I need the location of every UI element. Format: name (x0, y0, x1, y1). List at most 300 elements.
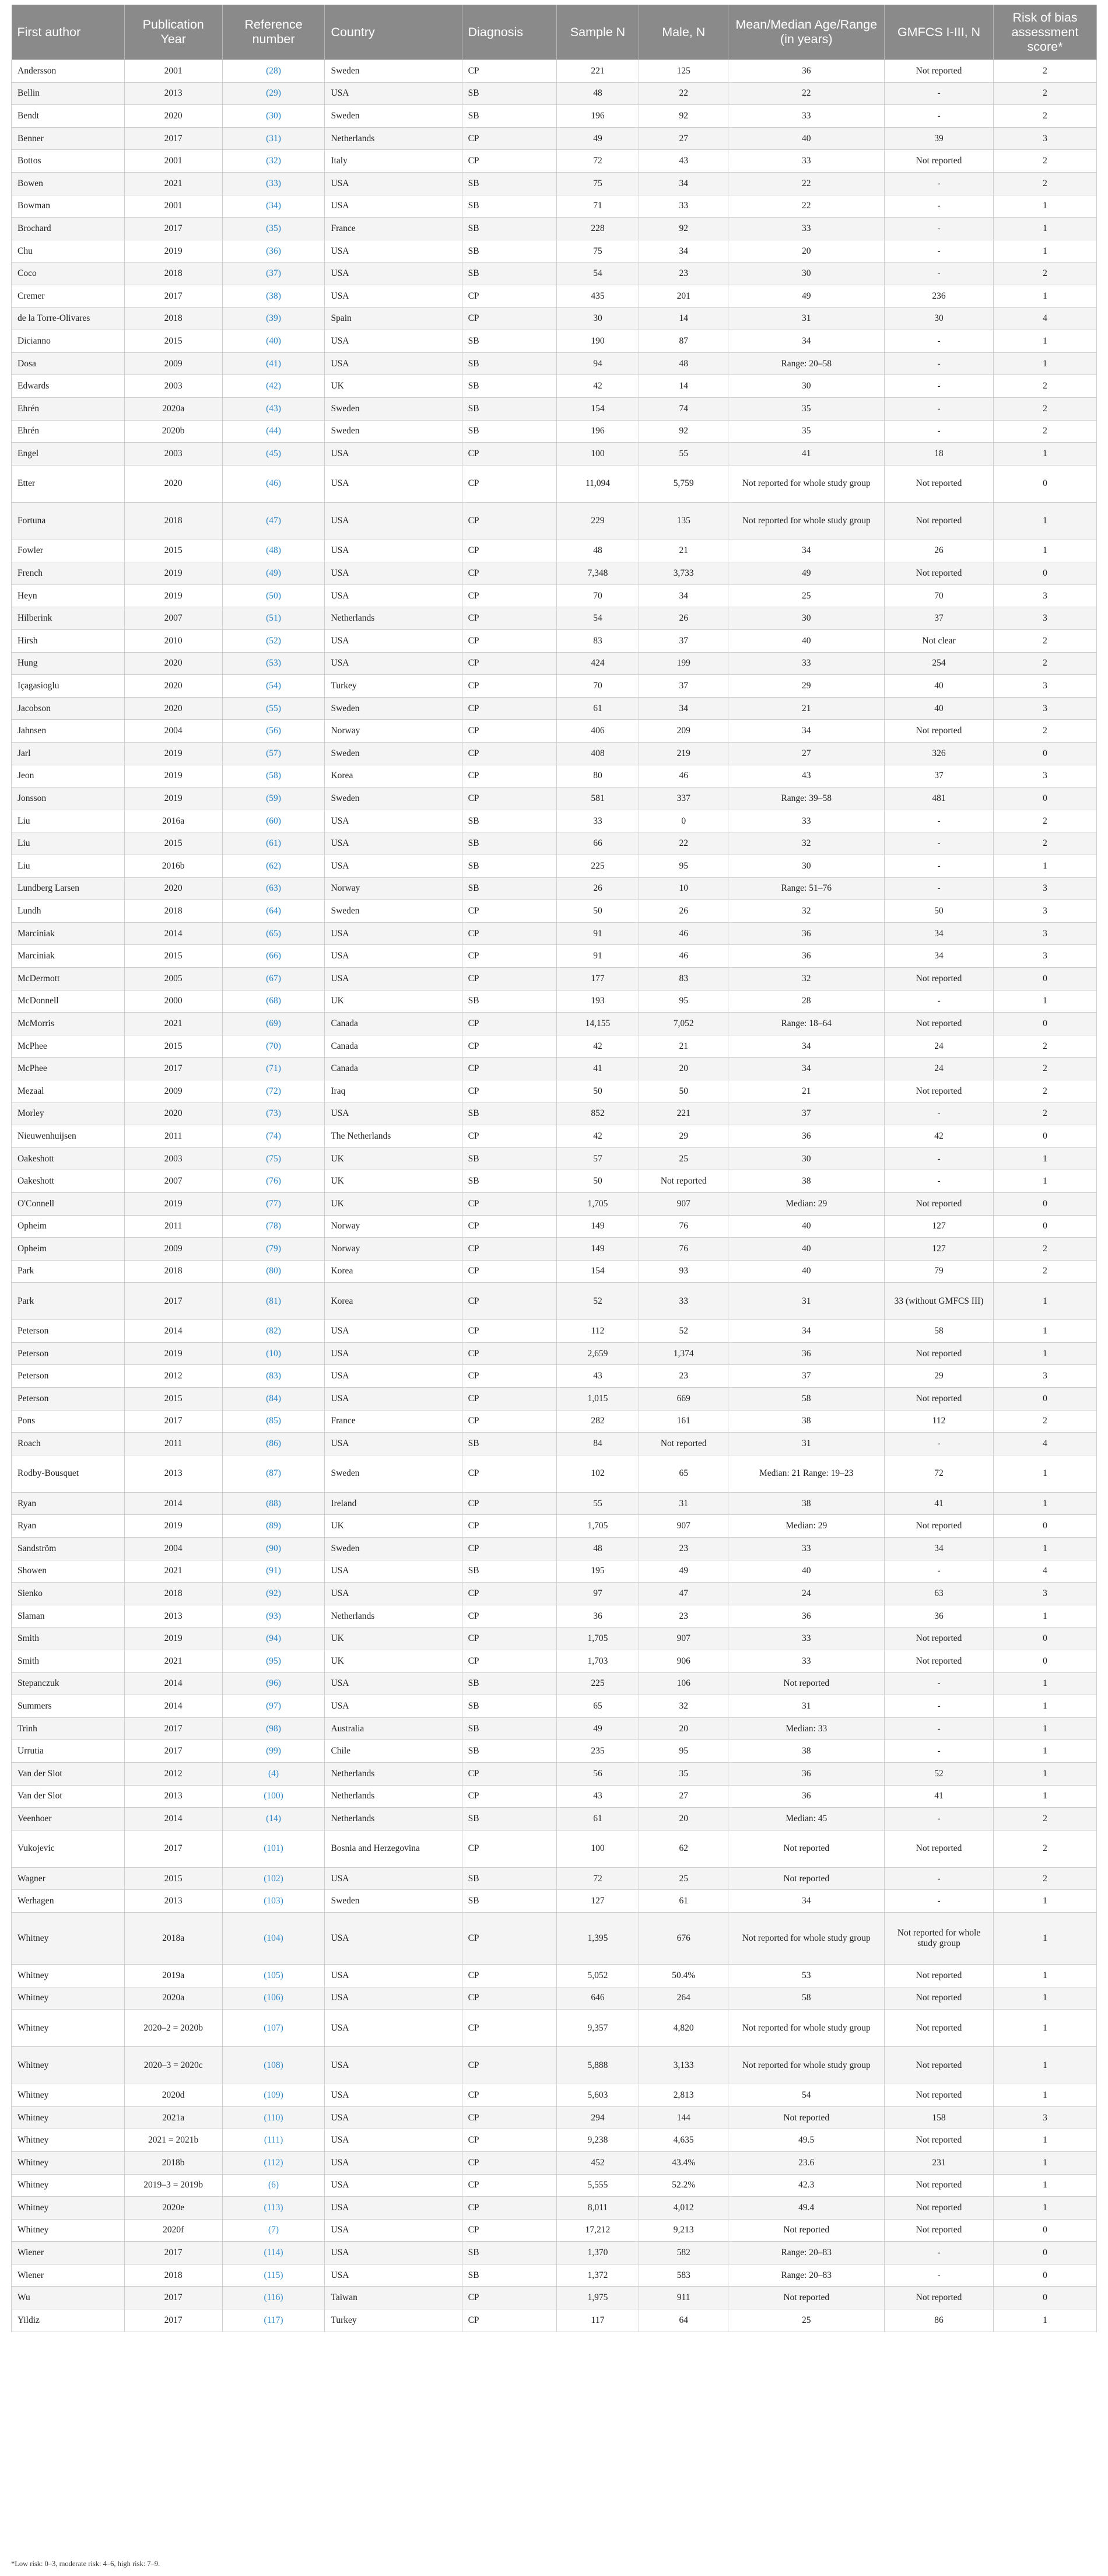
cell-country: Sweden (325, 60, 462, 83)
cell-publication-year: 2021 (124, 1560, 222, 1583)
cell-reference-number: (30) (222, 105, 325, 128)
cell-sample-n: 154 (556, 397, 639, 420)
cell-first-author: Whitney (12, 1987, 125, 2010)
cell-reference-number: (105) (222, 1964, 325, 1987)
cell-male-n: 46 (639, 945, 728, 968)
cell-country: USA (325, 1964, 462, 1987)
cell-gmfcs: Not reported (885, 562, 994, 585)
cell-diagnosis: CP (462, 1388, 556, 1410)
cell-country: USA (325, 945, 462, 968)
cell-risk-of-bias: 0 (994, 2287, 1097, 2309)
cell-age: Range: 20–83 (728, 2242, 885, 2264)
cell-reference-number: (4) (222, 1762, 325, 1785)
cell-publication-year: 2020 (124, 652, 222, 675)
cell-risk-of-bias: 2 (994, 397, 1097, 420)
cell-publication-year: 2018 (124, 2264, 222, 2287)
table-row (12, 172, 1097, 195)
cell-male-n: 95 (639, 855, 728, 878)
cell-risk-of-bias: 1 (994, 1987, 1097, 2010)
cell-risk-of-bias: 1 (994, 2047, 1097, 2084)
cell-publication-year: 2013 (124, 1785, 222, 1808)
cell-diagnosis: SB (462, 240, 556, 262)
cell-reference-number: (48) (222, 540, 325, 562)
cell-age: 37 (728, 1102, 885, 1125)
cell-first-author: Opheim (12, 1238, 125, 1261)
cell-male-n: 4,635 (639, 2129, 728, 2152)
cell-gmfcs: Not reported (885, 465, 994, 502)
cell-risk-of-bias: 1 (994, 1890, 1097, 1913)
cell-publication-year: 2020 (124, 105, 222, 128)
cell-gmfcs: 40 (885, 697, 994, 720)
header-country: Country (325, 5, 462, 60)
cell-diagnosis: CP (462, 743, 556, 765)
cell-male-n: 33 (639, 1283, 728, 1320)
cell-age: 33 (728, 652, 885, 675)
cell-country: Bosnia and Herzegovina (325, 1830, 462, 1867)
cell-country: USA (325, 630, 462, 653)
cell-sample-n: 646 (556, 1987, 639, 2010)
cell-diagnosis: CP (462, 2047, 556, 2084)
cell-country: Turkey (325, 2309, 462, 2332)
cell-sample-n: 9,357 (556, 2010, 639, 2047)
cell-risk-of-bias: 1 (994, 1762, 1097, 1785)
cell-country: Sweden (325, 900, 462, 923)
cell-first-author: Marciniak (12, 922, 125, 945)
cell-country: UK (325, 1650, 462, 1673)
cell-risk-of-bias: 1 (994, 1740, 1097, 1763)
cell-gmfcs: - (885, 1147, 994, 1170)
cell-diagnosis: SB (462, 1170, 556, 1193)
cell-first-author: Peterson (12, 1342, 125, 1365)
cell-country: USA (325, 2010, 462, 2047)
cell-gmfcs: 127 (885, 1215, 994, 1238)
cell-first-author: Rodby-Bousquet (12, 1455, 125, 1492)
cell-gmfcs: 24 (885, 1058, 994, 1080)
cell-risk-of-bias: 1 (994, 1170, 1097, 1193)
cell-reference-number: (82) (222, 1320, 325, 1343)
cell-publication-year: 2017 (124, 218, 222, 240)
cell-reference-number: (50) (222, 584, 325, 607)
cell-age: 31 (728, 1283, 885, 1320)
cell-first-author: de la Torre-Olivares (12, 307, 125, 330)
cell-country: UK (325, 1147, 462, 1170)
table-row (12, 1125, 1097, 1148)
cell-gmfcs: 41 (885, 1492, 994, 1515)
cell-country: USA (325, 330, 462, 353)
cell-male-n: 61 (639, 1890, 728, 1913)
cell-gmfcs: 236 (885, 285, 994, 307)
cell-reference-number: (83) (222, 1365, 325, 1388)
table-row (12, 1035, 1097, 1058)
cell-risk-of-bias: 3 (994, 1365, 1097, 1388)
cell-diagnosis: CP (462, 1650, 556, 1673)
table-row (12, 218, 1097, 240)
table-row (12, 1560, 1097, 1583)
cell-risk-of-bias: 1 (994, 2174, 1097, 2197)
cell-male-n: 83 (639, 967, 728, 990)
cell-diagnosis: SB (462, 1672, 556, 1695)
header-reference-number: Reference number (222, 5, 325, 60)
cell-risk-of-bias: 3 (994, 922, 1097, 945)
cell-gmfcs: - (885, 1740, 994, 1763)
cell-risk-of-bias: 1 (994, 990, 1097, 1013)
cell-risk-of-bias: 0 (994, 1515, 1097, 1538)
cell-diagnosis: CP (462, 2106, 556, 2129)
cell-age: Not reported for whole study group (728, 2010, 885, 2047)
table-row (12, 2106, 1097, 2129)
cell-sample-n: 49 (556, 127, 639, 150)
table-row (12, 832, 1097, 855)
cell-diagnosis: CP (462, 1125, 556, 1148)
cell-first-author: Stepanczuk (12, 1672, 125, 1695)
cell-diagnosis: CP (462, 150, 556, 173)
cell-sample-n: 50 (556, 900, 639, 923)
cell-gmfcs: 26 (885, 540, 994, 562)
cell-gmfcs: 41 (885, 1785, 994, 1808)
cell-age: Not reported for whole study group (728, 1912, 885, 1964)
cell-diagnosis: CP (462, 1342, 556, 1365)
cell-male-n: 29 (639, 1125, 728, 1148)
cell-reference-number: (51) (222, 607, 325, 630)
cell-first-author: Yildiz (12, 2309, 125, 2332)
cell-first-author: Whitney (12, 2047, 125, 2084)
cell-publication-year: 2020f (124, 2219, 222, 2242)
cell-diagnosis: CP (462, 1964, 556, 1987)
cell-reference-number: (6) (222, 2174, 325, 2197)
cell-gmfcs: - (885, 172, 994, 195)
cell-publication-year: 2015 (124, 1867, 222, 1890)
table-row (12, 397, 1097, 420)
cell-diagnosis: SB (462, 2264, 556, 2287)
cell-diagnosis: CP (462, 60, 556, 83)
table-row (12, 2197, 1097, 2220)
cell-reference-number: (113) (222, 2197, 325, 2220)
table-row (12, 60, 1097, 83)
cell-diagnosis: CP (462, 1515, 556, 1538)
cell-sample-n: 228 (556, 218, 639, 240)
cell-first-author: Ryan (12, 1515, 125, 1538)
cell-diagnosis: CP (462, 1830, 556, 1867)
table-row (12, 922, 1097, 945)
table-row (12, 2047, 1097, 2084)
cell-publication-year: 2020–2 = 2020b (124, 2010, 222, 2047)
cell-risk-of-bias: 1 (994, 1785, 1097, 1808)
cell-risk-of-bias: 0 (994, 2219, 1097, 2242)
cell-male-n: 49 (639, 1560, 728, 1583)
cell-first-author: Cremer (12, 285, 125, 307)
cell-sample-n: 26 (556, 877, 639, 900)
cell-gmfcs: - (885, 877, 994, 900)
cell-first-author: Smith (12, 1628, 125, 1650)
cell-diagnosis: CP (462, 720, 556, 743)
cell-country: USA (325, 832, 462, 855)
cell-male-n: 48 (639, 352, 728, 375)
cell-gmfcs: Not reported for whole study group (885, 1912, 994, 1964)
cell-risk-of-bias: 2 (994, 630, 1097, 653)
cell-sample-n: 42 (556, 1035, 639, 1058)
cell-country: Ireland (325, 1492, 462, 1515)
table-row (12, 1762, 1097, 1785)
cell-country: USA (325, 1102, 462, 1125)
cell-male-n: 62 (639, 1830, 728, 1867)
cell-age: 35 (728, 397, 885, 420)
cell-reference-number: (92) (222, 1583, 325, 1605)
cell-sample-n: 452 (556, 2151, 639, 2174)
cell-first-author: Engel (12, 443, 125, 466)
cell-first-author: O'Connell (12, 1192, 125, 1215)
cell-first-author: Wiener (12, 2242, 125, 2264)
cell-country: USA (325, 855, 462, 878)
cell-sample-n: 30 (556, 307, 639, 330)
cell-male-n: 92 (639, 105, 728, 128)
cell-sample-n: 5,555 (556, 2174, 639, 2197)
cell-country: USA (325, 465, 462, 502)
cell-country: USA (325, 1867, 462, 1890)
cell-age: 27 (728, 743, 885, 765)
cell-male-n: 43.4% (639, 2151, 728, 2174)
cell-sample-n: 54 (556, 607, 639, 630)
cell-male-n: 161 (639, 1410, 728, 1433)
cell-diagnosis: CP (462, 2010, 556, 2047)
cell-risk-of-bias: 0 (994, 1388, 1097, 1410)
cell-reference-number: (65) (222, 922, 325, 945)
cell-country: USA (325, 502, 462, 540)
cell-publication-year: 2013 (124, 82, 222, 105)
cell-reference-number: (77) (222, 1192, 325, 1215)
cell-publication-year: 2010 (124, 630, 222, 653)
cell-sample-n: 57 (556, 1147, 639, 1170)
table-row (12, 1058, 1097, 1080)
table-row (12, 1987, 1097, 2010)
cell-male-n: 22 (639, 832, 728, 855)
cell-sample-n: 1,703 (556, 1650, 639, 1673)
cell-first-author: Jarl (12, 743, 125, 765)
cell-gmfcs: - (885, 990, 994, 1013)
cell-age: 36 (728, 1125, 885, 1148)
cell-male-n: 10 (639, 877, 728, 900)
cell-risk-of-bias: 1 (994, 2084, 1097, 2107)
cell-gmfcs: Not reported (885, 720, 994, 743)
cell-gmfcs: Not reported (885, 60, 994, 83)
cell-diagnosis: SB (462, 1867, 556, 1890)
table-row (12, 1890, 1097, 1913)
cell-male-n: 14 (639, 375, 728, 398)
cell-male-n: 92 (639, 420, 728, 443)
cell-country: Netherlands (325, 1808, 462, 1831)
cell-publication-year: 2021a (124, 2106, 222, 2129)
cell-country: USA (325, 652, 462, 675)
cell-male-n: 2,813 (639, 2084, 728, 2107)
cell-diagnosis: SB (462, 330, 556, 353)
cell-risk-of-bias: 2 (994, 652, 1097, 675)
cell-gmfcs: 72 (885, 1455, 994, 1492)
cell-sample-n: 80 (556, 765, 639, 788)
cell-risk-of-bias: 0 (994, 788, 1097, 810)
cell-male-n: 65 (639, 1455, 728, 1492)
cell-age: 33 (728, 218, 885, 240)
cell-diagnosis: CP (462, 1013, 556, 1035)
cell-sample-n: 221 (556, 60, 639, 83)
cell-publication-year: 2019 (124, 1192, 222, 1215)
cell-reference-number: (107) (222, 2010, 325, 2047)
cell-risk-of-bias: 3 (994, 877, 1097, 900)
cell-risk-of-bias: 1 (994, 2129, 1097, 2152)
cell-gmfcs: 33 (without GMFCS III) (885, 1283, 994, 1320)
cell-male-n: 87 (639, 330, 728, 353)
cell-country: Sweden (325, 1538, 462, 1560)
cell-gmfcs: - (885, 195, 994, 218)
cell-publication-year: 2019 (124, 1515, 222, 1538)
cell-male-n: 911 (639, 2287, 728, 2309)
cell-male-n: 5,759 (639, 465, 728, 502)
cell-age: Median: 45 (728, 1808, 885, 1831)
cell-publication-year: 2018 (124, 900, 222, 923)
cell-first-author: Peterson (12, 1365, 125, 1388)
cell-reference-number: (34) (222, 195, 325, 218)
cell-sample-n: 54 (556, 262, 639, 285)
cell-age: 34 (728, 720, 885, 743)
cell-risk-of-bias: 2 (994, 1102, 1097, 1125)
table-row (12, 502, 1097, 540)
cell-gmfcs: Not reported (885, 1830, 994, 1867)
table-row (12, 1912, 1097, 1964)
cell-first-author: Içagasioglu (12, 675, 125, 698)
cell-first-author: Whitney (12, 2129, 125, 2152)
cell-country: USA (325, 2197, 462, 2220)
table-row (12, 307, 1097, 330)
cell-sample-n: 91 (556, 922, 639, 945)
cell-first-author: Fortuna (12, 502, 125, 540)
cell-male-n: 1,374 (639, 1342, 728, 1365)
table-row (12, 1013, 1097, 1035)
cell-male-n: 26 (639, 900, 728, 923)
cell-publication-year: 2020 (124, 1102, 222, 1125)
cell-sample-n: 91 (556, 945, 639, 968)
cell-gmfcs: 112 (885, 1410, 994, 1433)
header-diagnosis: Diagnosis (462, 5, 556, 60)
table-row (12, 743, 1097, 765)
cell-male-n: 34 (639, 172, 728, 195)
cell-country: Chile (325, 1740, 462, 1763)
cell-reference-number: (43) (222, 397, 325, 420)
cell-risk-of-bias: 1 (994, 1455, 1097, 1492)
cell-first-author: Ehrén (12, 420, 125, 443)
cell-risk-of-bias: 1 (994, 443, 1097, 466)
cell-sample-n: 97 (556, 1583, 639, 1605)
cell-age: 30 (728, 262, 885, 285)
cell-gmfcs: Not reported (885, 1964, 994, 1987)
cell-sample-n: 581 (556, 788, 639, 810)
cell-male-n: 23 (639, 1538, 728, 1560)
cell-sample-n: 177 (556, 967, 639, 990)
table-row (12, 2219, 1097, 2242)
cell-first-author: Coco (12, 262, 125, 285)
table-row (12, 1147, 1097, 1170)
cell-reference-number: (75) (222, 1147, 325, 1170)
cell-first-author: Peterson (12, 1320, 125, 1343)
cell-publication-year: 2019 (124, 562, 222, 585)
cell-reference-number: (32) (222, 150, 325, 173)
cell-reference-number: (45) (222, 443, 325, 466)
cell-sample-n: 71 (556, 195, 639, 218)
cell-male-n: 76 (639, 1238, 728, 1261)
cell-publication-year: 2020a (124, 397, 222, 420)
cell-country: Turkey (325, 675, 462, 698)
table-row (12, 607, 1097, 630)
cell-diagnosis: CP (462, 1785, 556, 1808)
cell-first-author: Whitney (12, 2084, 125, 2107)
cell-age: Range: 20–83 (728, 2264, 885, 2287)
cell-reference-number: (70) (222, 1035, 325, 1058)
cell-reference-number: (40) (222, 330, 325, 353)
cell-country: USA (325, 262, 462, 285)
cell-diagnosis: CP (462, 1192, 556, 1215)
cell-first-author: Liu (12, 832, 125, 855)
cell-first-author: Whitney (12, 1964, 125, 1987)
cell-reference-number: (41) (222, 352, 325, 375)
cell-male-n: 201 (639, 285, 728, 307)
cell-first-author: Edwards (12, 375, 125, 398)
cell-male-n: 50 (639, 1080, 728, 1102)
cell-reference-number: (103) (222, 1890, 325, 1913)
table-row (12, 652, 1097, 675)
cell-age: 31 (728, 1695, 885, 1718)
table-row (12, 584, 1097, 607)
table-row (12, 1433, 1097, 1455)
cell-reference-number: (106) (222, 1987, 325, 2010)
table-row (12, 1650, 1097, 1673)
cell-sample-n: 33 (556, 810, 639, 832)
cell-gmfcs: 86 (885, 2309, 994, 2332)
header-sample-n: Sample N (556, 5, 639, 60)
table-row (12, 443, 1097, 466)
cell-risk-of-bias: 1 (994, 218, 1097, 240)
cell-sample-n: 84 (556, 1433, 639, 1455)
cell-first-author: Morley (12, 1102, 125, 1125)
cell-reference-number: (58) (222, 765, 325, 788)
cell-sample-n: 7,348 (556, 562, 639, 585)
cell-sample-n: 195 (556, 1560, 639, 1583)
cell-age: 30 (728, 607, 885, 630)
table-row (12, 1342, 1097, 1365)
cell-age: 38 (728, 1410, 885, 1433)
cell-country: USA (325, 540, 462, 562)
cell-publication-year: 2019 (124, 584, 222, 607)
cell-gmfcs: - (885, 330, 994, 353)
cell-age: 36 (728, 60, 885, 83)
cell-diagnosis: CP (462, 307, 556, 330)
cell-publication-year: 2017 (124, 285, 222, 307)
cell-diagnosis: CP (462, 945, 556, 968)
cell-first-author: Lundh (12, 900, 125, 923)
cell-first-author: Jacobson (12, 697, 125, 720)
table-row (12, 1192, 1097, 1215)
cell-country: France (325, 1410, 462, 1433)
cell-sample-n: 225 (556, 855, 639, 878)
cell-reference-number: (35) (222, 218, 325, 240)
cell-reference-number: (55) (222, 697, 325, 720)
cell-publication-year: 2019 (124, 743, 222, 765)
cell-publication-year: 2018b (124, 2151, 222, 2174)
cell-publication-year: 2014 (124, 1672, 222, 1695)
table-row (12, 127, 1097, 150)
cell-diagnosis: CP (462, 2151, 556, 2174)
table-row (12, 1808, 1097, 1831)
table-row (12, 967, 1097, 990)
cell-male-n: 20 (639, 1058, 728, 1080)
cell-age: 20 (728, 240, 885, 262)
cell-age: Range: 51–76 (728, 877, 885, 900)
